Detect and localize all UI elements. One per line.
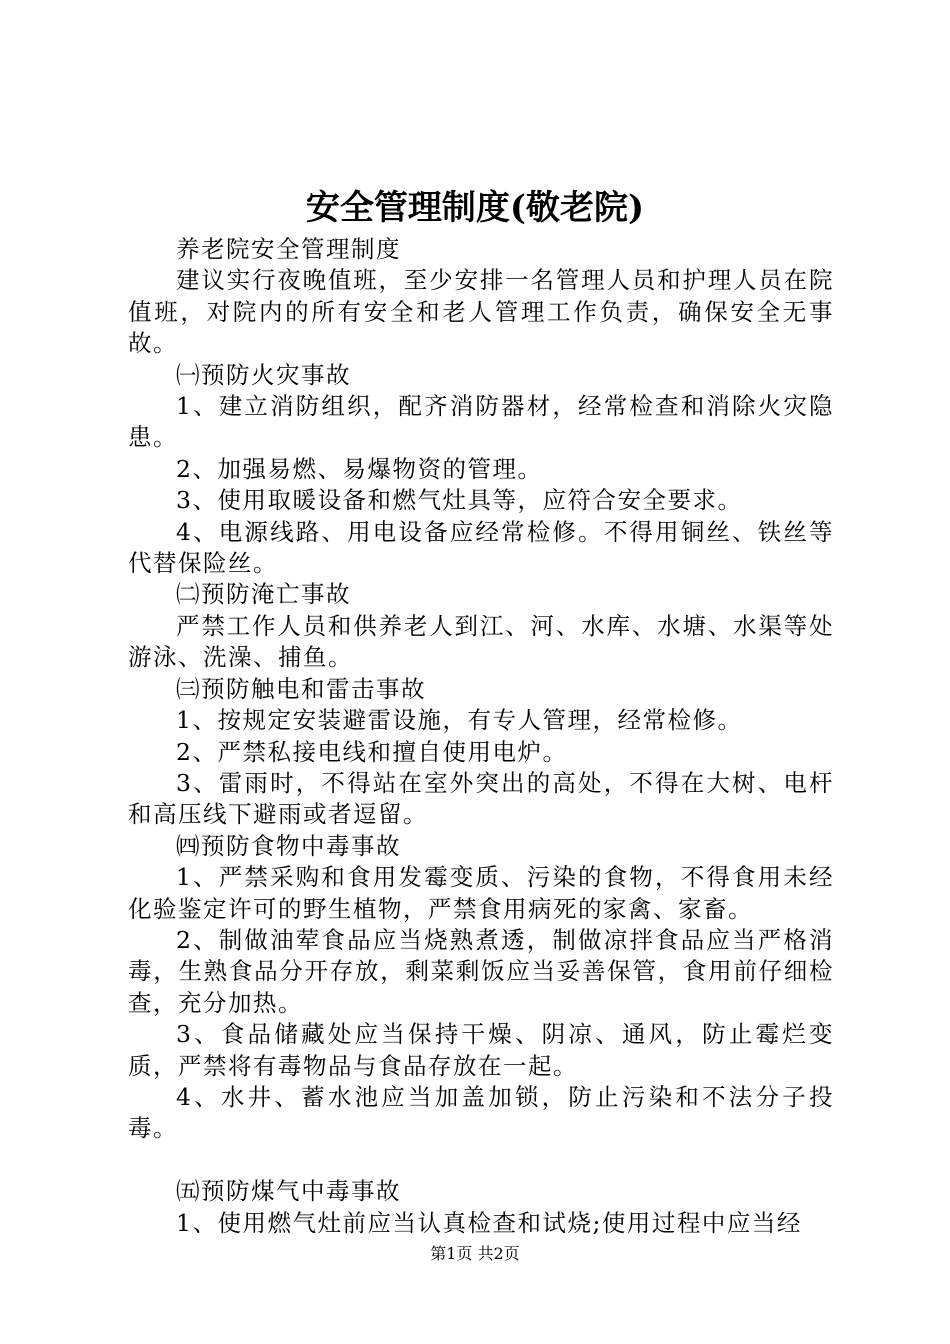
paragraph-food-2: 2、制做油荤食品应当烧熟煮透，制做凉拌食品应当严格消毒，生熟食品分开存放，剩菜剩饭应当妥善保管，食用前仔细检查，充分加热。 [128, 925, 834, 1017]
section-heading-food: ㈣预防食物中毒事故 [176, 831, 401, 860]
document-body [128, 234, 834, 1239]
paragraph-fire-1: 1、建立消防组织，配齐消防器材，经常检查和消除火灾隐患。 [128, 392, 834, 452]
paragraph-fire-3: 3、使用取暖设备和燃气灶具等，应符合安全要求。 [176, 486, 743, 515]
paragraph-electric-3: 3、雷雨时，不得站在室外突出的高处，不得在大树、电杆和高压线下避雨或者逗留。 [128, 768, 834, 829]
document-title: 安全管理制度(敬老院) [305, 188, 645, 228]
paragraph-food-3: 3、食品储藏处应当保持干燥、阴凉、通风，防止霉烂变质，严禁将有毒物品与食品存放在一起。 [128, 1020, 834, 1080]
section-heading-electric: ㈢预防触电和雷击事故 [176, 674, 426, 703]
paragraph-intro: 建议实行夜晚值班，至少安排一名管理人员和护理人员在院值班，对院内的所有安全和老人管理工作负责，确保安全无事故。 [128, 266, 834, 358]
page-footer: 第1页 共2页 [430, 1244, 520, 1263]
section-heading-drowning: ㈡预防淹亡事故 [176, 580, 351, 609]
paragraph-food-4: 4、水井、蓄水池应当加盖加锁，防止污染和不法分子投毒。 [128, 1082, 834, 1143]
paragraph-subtitle: 养老院安全管理制度 [176, 235, 401, 263]
paragraph-food-1: 1、严禁采购和食用发霉变质、污染的食物，不得食用未经化验鉴定许可的野生植物，严禁食用病死的家禽、家畜。 [128, 863, 834, 923]
paragraph-fire-2: 2、加强易燃、易爆物资的管理。 [176, 454, 543, 483]
paragraph-fire-4: 4、电源线路、用电设备应经常检修。不得用铜丝、铁丝等代替保险丝。 [128, 517, 834, 578]
paragraph-drowning-1: 严禁工作人员和供养老人到江、河、水库、水塘、水渠等处游泳、洗澡、捕鱼。 [128, 611, 834, 672]
section-heading-fire: ㈠预防火灾事故 [176, 360, 351, 389]
paragraph-electric-1: 1、按规定安装避雷设施，有专人管理，经常检修。 [176, 706, 743, 735]
paragraph-electric-2: 2、严禁私接电线和擅自使用电炉。 [176, 737, 568, 766]
section-heading-gas: ㈤预防煤气中毒事故 [176, 1177, 401, 1206]
paragraph-gas-1: 1、使用燃气灶前应当认真检查和试烧;使用过程中应当经 [176, 1208, 802, 1237]
